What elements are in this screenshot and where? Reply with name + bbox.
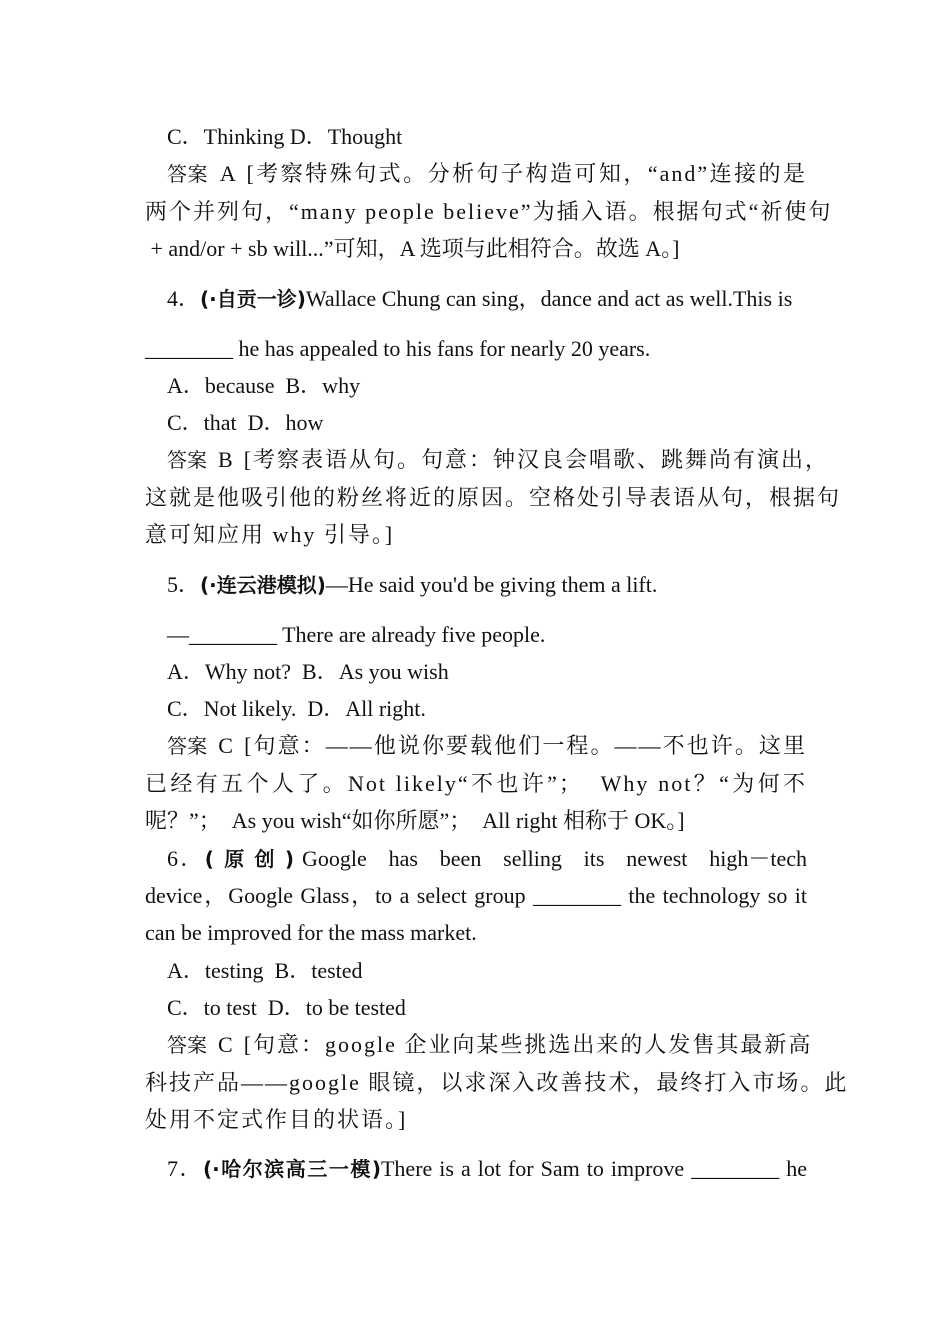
answer-explanation: [句意：google 企业向某些挑选出来的人发售其最新高: [243, 1032, 813, 1057]
question-source: (原创): [204, 847, 303, 871]
q3-answer-line-2: 两个并列句，“many people believe”为插入语。根据句式“祈使句: [145, 199, 833, 224]
question-stem: There is a lot for Sam to improve ________ he: [380, 1156, 807, 1181]
q4-answer-line-3: 意可知应用 why 引导。]: [145, 522, 395, 547]
answer-label: 答案: [167, 448, 207, 472]
answer-label: 答案: [167, 162, 208, 186]
q5-options-ab: A．Why not? B．As you wish: [167, 659, 449, 684]
answer-label: 答案: [167, 734, 208, 758]
question-stem: Wallace Chung can sing，dance and act as well.This is: [305, 286, 793, 311]
answer-explanation: [考察表语从句。句意：钟汉良会唱歌、跳舞尚有演出，: [243, 447, 830, 472]
q6-stem-line-1: [167, 845, 807, 873]
answer-key: B: [207, 447, 244, 472]
question-number: 6．: [167, 846, 205, 871]
q5-stem-line-1: [167, 571, 807, 599]
question-source: (·连云港模拟): [200, 573, 326, 597]
q4-answer-line-2: 这就是他吸引他的粉丝将近的原因。空格处引导表语从句，根据句: [145, 485, 842, 510]
q6-answer-line-1: [167, 1031, 813, 1059]
q6-stem-line-2: device，Google Glass，to a select group ________ the technology so it: [145, 883, 807, 908]
q6-stem-line-3: can be improved for the mass market.: [145, 920, 477, 945]
q3-answer-line-1: [167, 160, 807, 188]
question-source: (·哈尔滨高三一模): [203, 1157, 381, 1181]
question-number: 4．: [167, 286, 201, 311]
q4-stem-line-1: [167, 285, 807, 313]
q4-options-ab: A．because B．why: [167, 373, 361, 398]
question-number: 7．: [167, 1156, 204, 1181]
q5-stem-line-2: —________ There are already five people.: [167, 622, 546, 647]
q6-answer-line-3: 处用不定式作目的状语。]: [145, 1107, 408, 1132]
answer-explanation: [句意：——他说你要载他们一程。——不也许。这里: [244, 733, 807, 758]
q3-options-cd: C．Thinking D．Thought: [167, 124, 403, 149]
q7-stem-line-1: [167, 1155, 807, 1183]
answer-key: C: [207, 1032, 244, 1057]
question-stem: Google has been selling its newest high－tech: [302, 846, 807, 871]
q5-answer-line-3: 呢？”； As you wish“如你所愿”； All right 相称于 OK。]: [145, 808, 685, 833]
question-source: (·自贡一诊): [200, 287, 306, 311]
answer-label: 答案: [167, 1033, 207, 1057]
q3-answer-line-3: + and/or + sb will...”可知，A 选项与此相符合。故选 A。]: [145, 236, 680, 261]
q4-stem-line-2: ________ he has appealed to his fans for nearly 20 years.: [145, 336, 651, 361]
q6-answer-line-2: 科技产品——google 眼镜，以求深入改善技术，最终打入市场。此: [145, 1070, 849, 1095]
q6-options-ab: A．testing B．tested: [167, 958, 363, 983]
answer-explanation: [考察特殊句式。分析句子构造可知，“and”连接的是: [246, 161, 808, 186]
q4-options-cd: C．that D．how: [167, 410, 324, 435]
q4-answer-line-1: [167, 446, 830, 474]
answer-key: C: [207, 733, 245, 758]
question-number: 5．: [167, 572, 201, 597]
q6-options-cd: C．to test D．to be tested: [167, 995, 406, 1020]
q5-options-cd: C．Not likely. D．All right.: [167, 696, 426, 721]
q5-answer-line-1: [167, 732, 807, 760]
answer-key: A: [207, 161, 247, 186]
q5-answer-line-2: 已经有五个人了。Not likely“不也许”； Why not？“为何不: [145, 771, 807, 796]
question-stem: —He said you'd be giving them a lift.: [325, 572, 658, 597]
